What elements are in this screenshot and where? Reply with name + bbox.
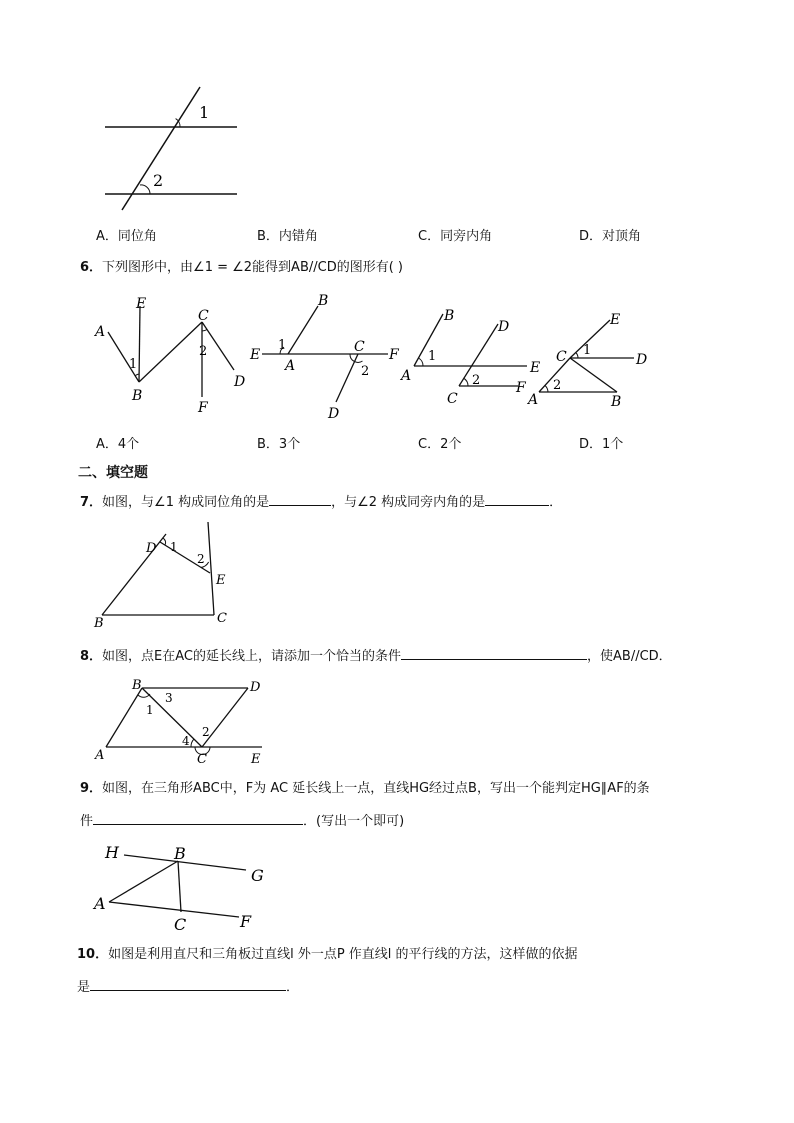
q10-blank[interactable]: [90, 976, 286, 991]
q6-f2-label-a: A: [285, 358, 296, 374]
q6-f2-label-c: C: [354, 339, 365, 355]
q6-f3-label-1: 1: [428, 349, 437, 364]
q6-option-a: A．4个: [96, 437, 140, 452]
q6-f1-label-a: A: [95, 324, 106, 340]
q6-f3-label-c: C: [447, 391, 458, 407]
q10-text-line2-b: ．: [286, 980, 300, 995]
q6-f1-label-1: 1: [129, 357, 138, 372]
q7-text-end: ．: [549, 495, 563, 510]
q7-label-1: 1: [170, 540, 178, 554]
q6-f4-label-2: 2: [553, 378, 562, 393]
q6-option-b: B．3个: [257, 437, 301, 452]
q7-label-d: D: [146, 541, 157, 556]
q8-label-a: A: [95, 748, 105, 763]
q10-text-line1: 如图是利用直尺和三角板过直线l 外一点P 作直线l 的平行线的方法，这样做的依据: [108, 947, 578, 962]
q5-figure: [100, 85, 250, 215]
q7-blank-2[interactable]: [485, 491, 549, 506]
q9-text-line2-a: 件: [80, 814, 94, 829]
q6-f4-label-b: B: [611, 394, 622, 410]
q6-f1-label-f: F: [198, 400, 208, 416]
q10-text-line2-a: 是: [77, 980, 91, 995]
q6-f2-label-d: D: [328, 406, 340, 420]
q7-label-2: 2: [197, 552, 205, 566]
q5-option-b: B．内错角: [257, 229, 318, 244]
q8-label-4: 4: [182, 734, 190, 748]
q8-text-a: 如图，点E在AC的延长线上，请添加一个恰当的条件: [102, 649, 402, 664]
q9-label-c: C: [174, 915, 187, 934]
q9-text-line1: 如图，在三角形ABC中，F为 AC 延长线上一点，直线HG经过点B，写出一个能判定HG∥AF的条: [102, 781, 650, 796]
q5-option-d: D．对顶角: [579, 229, 642, 244]
section-fill-in-title: 二、填空题: [78, 465, 148, 481]
q5-label-2: 2: [153, 171, 164, 190]
q8-number: 8．: [80, 649, 103, 664]
q9-label-b: B: [174, 844, 186, 863]
q8-label-c: C: [197, 752, 207, 767]
q6-figure-2: [248, 290, 408, 420]
q8-label-b: B: [132, 678, 142, 693]
q6-f1-label-e: E: [136, 296, 147, 312]
q10-question-line2: [77, 976, 299, 997]
q6-f1-label-b: B: [132, 388, 143, 404]
q9-figure: [92, 840, 282, 935]
q9-label-a: A: [94, 894, 106, 913]
q8-text-b: ，使AB//CD．: [587, 649, 672, 664]
q7-text-b: ，与∠2 构成同旁内角的是: [331, 495, 486, 510]
q7-number: 7．: [80, 495, 103, 510]
q6-f4-label-d: D: [636, 352, 648, 368]
q6-f1-label-c: C: [198, 308, 209, 324]
q9-text-line2-b: ．(写出一个即可): [303, 814, 405, 829]
q9-label-h: H: [105, 843, 119, 862]
q8-label-d: D: [250, 680, 261, 695]
q6-figure-1: [92, 292, 252, 417]
q6-f3-label-b: B: [444, 308, 455, 324]
q5-option-a: A．同位角: [96, 229, 157, 244]
q6-f3-label-a: A: [401, 368, 412, 384]
q8-label-1: 1: [146, 703, 154, 717]
q8-blank[interactable]: [401, 645, 587, 660]
q6-question: [80, 259, 403, 277]
q6-f2-label-f: F: [389, 347, 399, 363]
q8-label-3: 3: [165, 691, 173, 705]
q8-figure: [92, 676, 272, 768]
q6-f4-label-a: A: [528, 392, 539, 408]
q5-option-c: C．同旁内角: [418, 229, 493, 244]
q6-f3-label-f: F: [516, 380, 526, 396]
q6-f2-label-b: B: [318, 293, 329, 309]
q5-label-1: 1: [199, 103, 210, 122]
q7-label-c: C: [217, 611, 227, 626]
q6-f1-label-2: 2: [199, 344, 208, 359]
q6-f3-label-e: E: [530, 360, 541, 376]
q9-number: 9．: [80, 781, 103, 796]
q7-label-e: E: [216, 573, 226, 588]
q6-f4-label-1: 1: [583, 343, 592, 358]
q8-label-2: 2: [202, 725, 210, 739]
q6-f3-label-d: D: [498, 319, 510, 335]
q6-f3-label-2: 2: [472, 373, 481, 388]
q6-f1-label-d: D: [234, 374, 246, 390]
q6-f4-label-e: E: [610, 312, 621, 328]
q6-option-c: C．2个: [418, 437, 462, 452]
q9-blank[interactable]: [93, 810, 303, 825]
q9-label-f: F: [240, 912, 252, 931]
q10-number: 10．: [77, 947, 109, 962]
q8-question: [80, 645, 672, 666]
q9-question-line1: [80, 780, 650, 798]
q7-text-a: 如图，与∠1 构成同位角的是: [102, 495, 270, 510]
q7-blank-1[interactable]: [269, 491, 331, 506]
q7-label-b: B: [94, 616, 104, 631]
q6-f4-label-c: C: [556, 349, 567, 365]
q6-text: 下列图形中，由∠1 = ∠2能得到AB//CD的图形有( ): [102, 260, 403, 275]
q6-figure-4: [524, 302, 664, 412]
q8-label-e: E: [251, 752, 261, 767]
q9-label-g: G: [251, 866, 264, 885]
q9-question-line2: [80, 810, 404, 831]
q7-question: [80, 491, 562, 512]
q6-option-d: D．1个: [579, 437, 624, 452]
q7-figure: [88, 520, 238, 632]
q6-f2-label-2: 2: [361, 364, 370, 379]
q6-f2-label-1: 1: [278, 338, 287, 353]
q6-number: 6．: [80, 260, 103, 275]
q6-f2-label-e: E: [250, 347, 261, 363]
q10-question-line1: [77, 946, 578, 964]
